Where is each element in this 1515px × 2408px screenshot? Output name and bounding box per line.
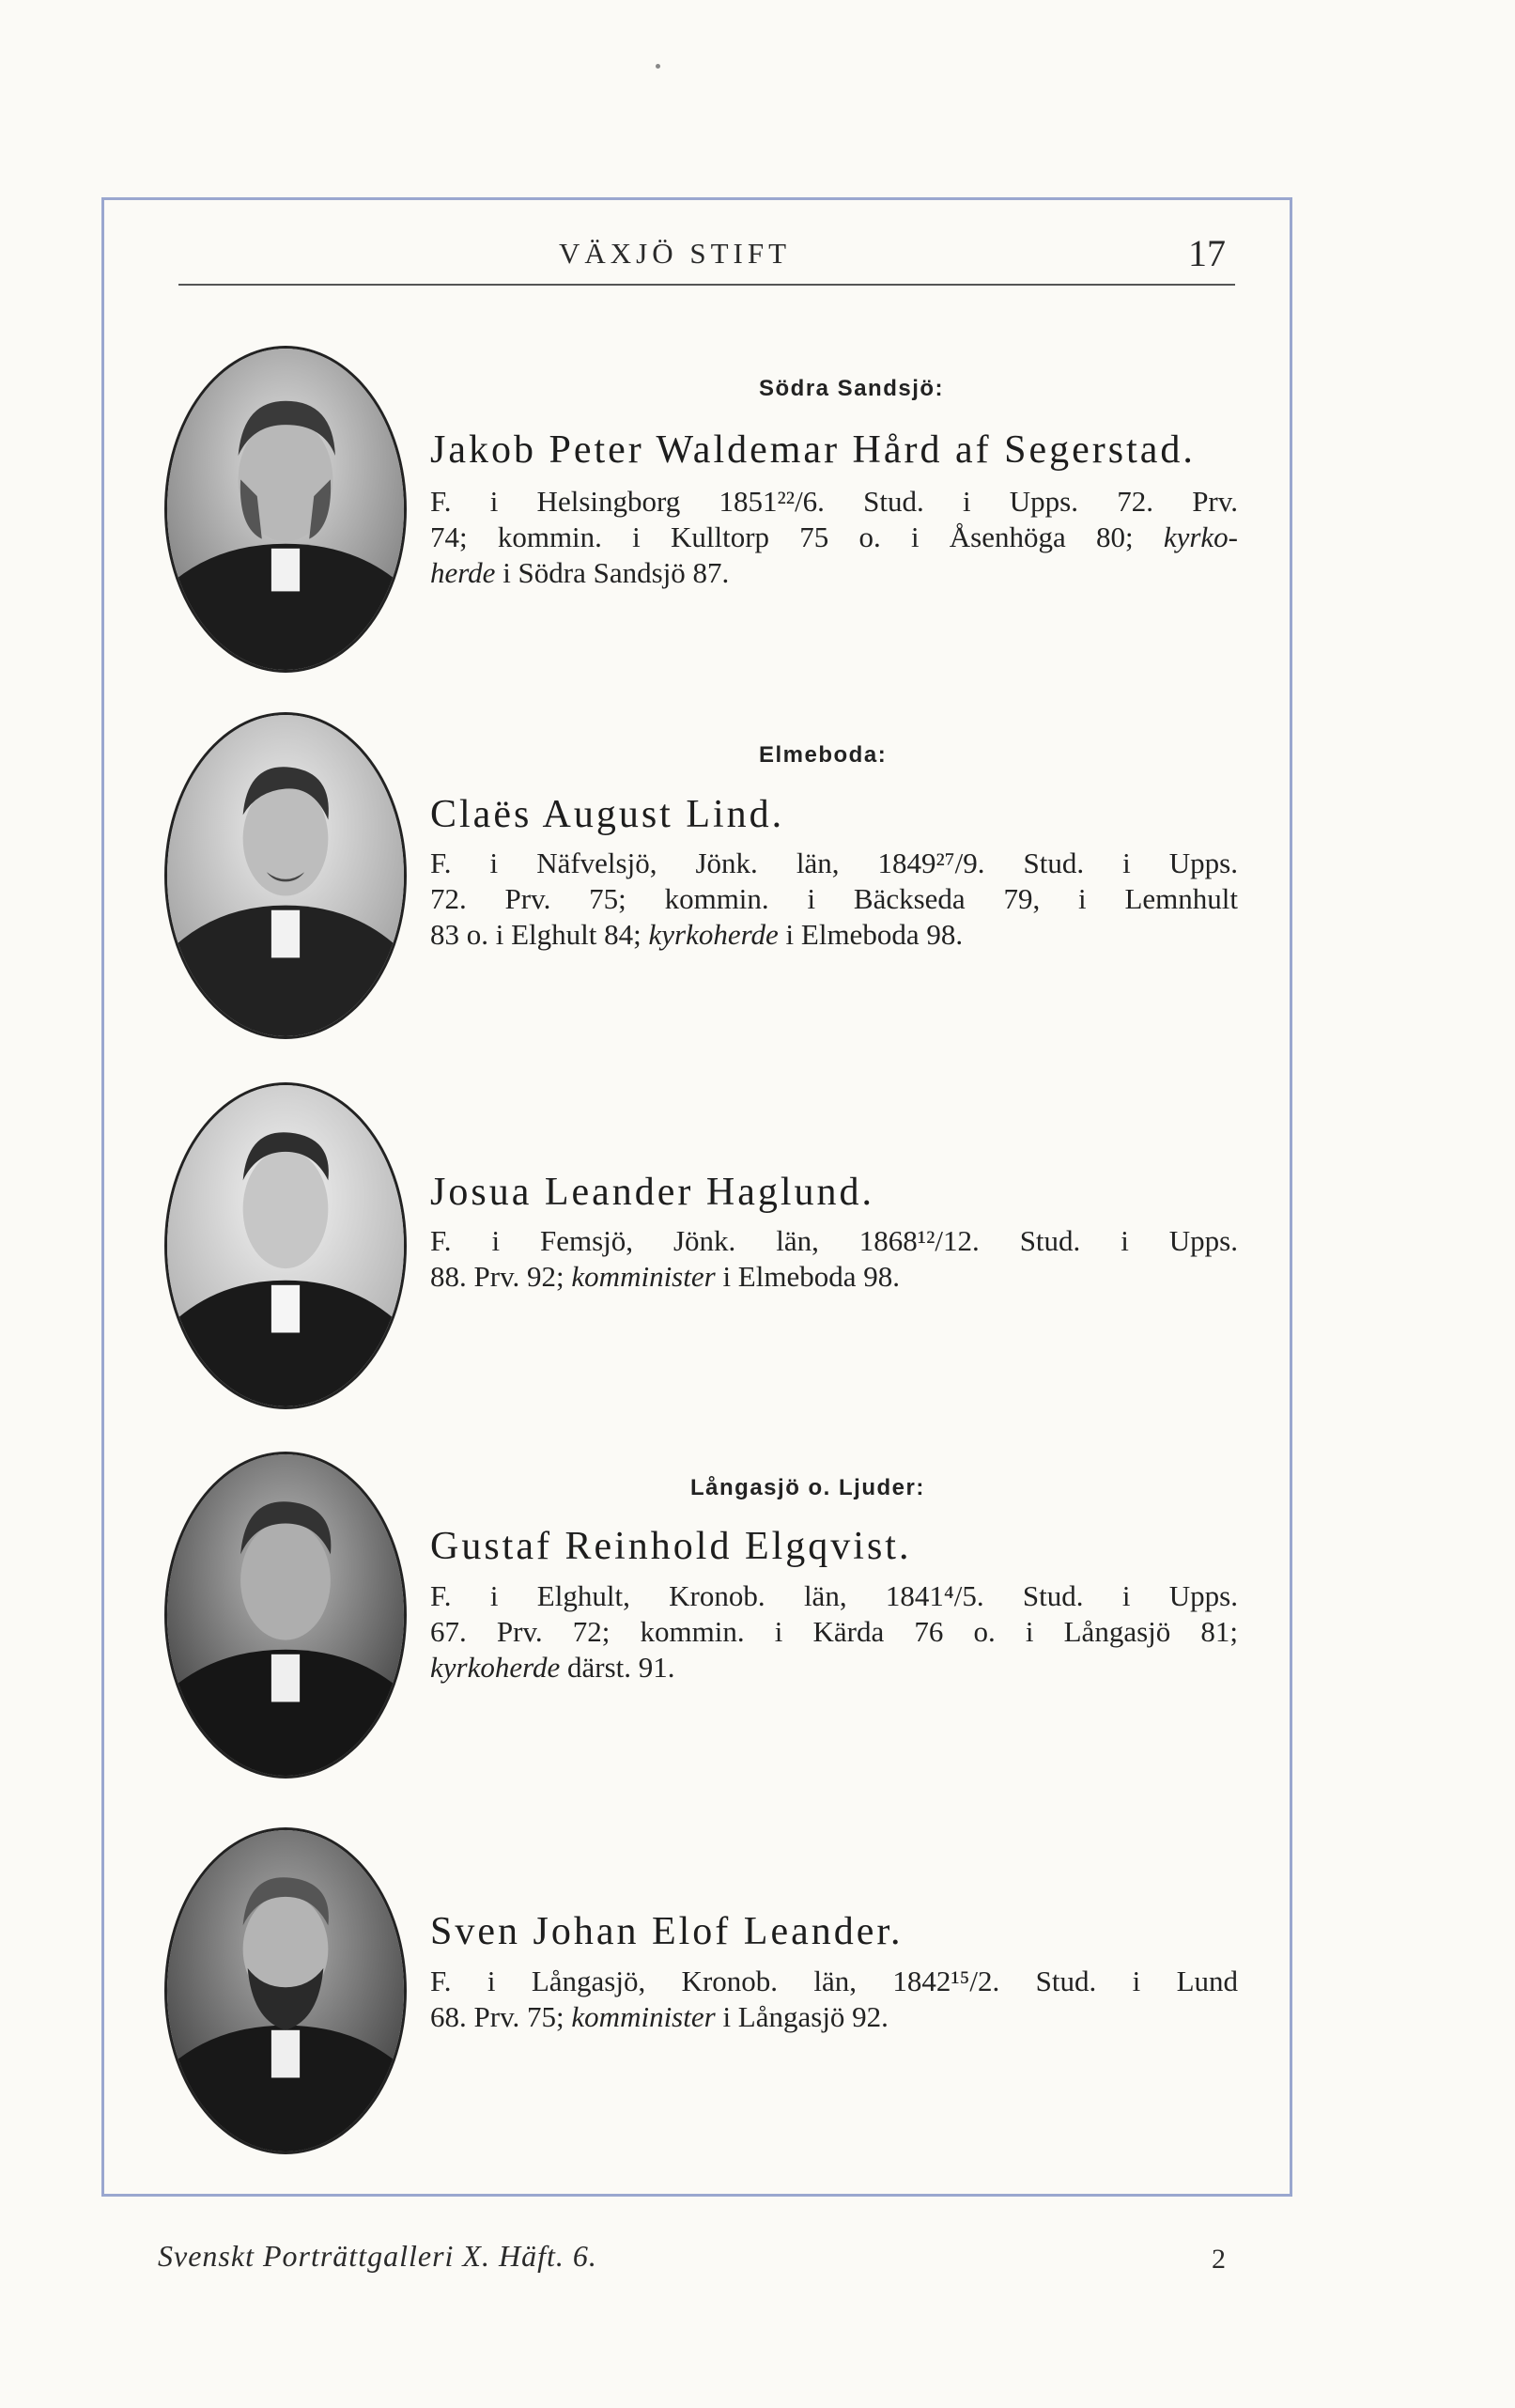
bio-text: 74; kommin. i Kulltorp 75 o. i Åsenhöga 80; (430, 520, 1134, 553)
bio-line (430, 1650, 1238, 1686)
print-speck (656, 64, 660, 69)
bio-text: 83 o. i Elghult 84; (430, 918, 649, 951)
biography (430, 1578, 1238, 1686)
bio-title-italic: komminister (571, 1260, 716, 1293)
person-name: Jakob Peter Waldemar Hård af Segerstad. (430, 428, 1196, 472)
bio-text: i Långasjö 92. (715, 2000, 889, 2033)
signature-mark: 2 (1212, 2244, 1226, 2275)
running-head-title: VÄXJÖ STIFT (559, 237, 792, 270)
biography (430, 1964, 1238, 2035)
bio-line: 72. Prv. 75; kommin. i Bäckseda 79, i Lemnhult (430, 882, 1238, 915)
biography (430, 484, 1238, 591)
bio-title-italic: herde (430, 556, 496, 589)
bio-line: F. i Långasjö, Kronob. län, 1842¹⁵/2. Stud. i Lund (430, 1965, 1238, 1997)
bio-line (430, 555, 1238, 591)
bio-title-italic: kyrkoherde (430, 1651, 561, 1684)
bio-line (430, 1999, 1238, 2035)
bio-text: i Elmeboda 98. (778, 918, 964, 951)
bio-title-italic: kyrko- (1163, 520, 1239, 553)
bio-text: 88. Prv. 92; (430, 1260, 572, 1293)
bio-line: F. i Helsingborg 1851²²/6. Stud. i Upps. 72. Prv. (430, 485, 1238, 518)
biography (430, 846, 1238, 953)
bio-text: därst. 91. (560, 1651, 675, 1684)
portrait-photo (164, 712, 407, 1039)
bio-line: F. i Näfvelsjö, Jönk. län, 1849²⁷/9. Stud. i Upps. (430, 847, 1238, 879)
portrait-photo (164, 1452, 407, 1779)
bio-line: F. i Femsjö, Jönk. län, 1868¹²/12. Stud. i Upps. (430, 1224, 1238, 1257)
bio-title-italic: kyrkoherde (648, 918, 779, 951)
bio-text: i Södra Sandsjö 87. (495, 556, 730, 589)
portrait-photo (164, 346, 407, 673)
biography (430, 1223, 1238, 1295)
bio-line (430, 1259, 1238, 1295)
parish-heading: Elmeboda: (759, 742, 888, 768)
person-name: Sven Johan Elof Leander. (430, 1910, 904, 1953)
person-name: Gustaf Reinhold Elgqvist. (430, 1525, 912, 1568)
bio-line: 67. Prv. 72; kommin. i Kärda 76 o. i Långasjö 81; (430, 1615, 1238, 1648)
portrait-photo (164, 1082, 407, 1409)
person-name: Claës August Lind. (430, 793, 785, 836)
bio-line (430, 520, 1238, 555)
portrait-photo (164, 1827, 407, 2154)
running-head (178, 232, 1235, 286)
bio-text: 68. Prv. 75; (430, 2000, 572, 2033)
bio-line: F. i Elghult, Kronob. län, 1841⁴/5. Stud. i Upps. (430, 1579, 1238, 1612)
bio-title-italic: komminister (571, 2000, 716, 2033)
bio-line (430, 917, 1238, 953)
person-name: Josua Leander Haglund. (430, 1171, 875, 1214)
bio-text: i Elmeboda 98. (715, 1260, 900, 1293)
page-number: 17 (1188, 232, 1226, 274)
parish-heading: Södra Sandsjö: (759, 376, 945, 401)
parish-heading: Långasjö o. Ljuder: (690, 1475, 925, 1500)
publication-footer: Svenskt Porträttgalleri X. Häft. 6. (158, 2239, 597, 2273)
